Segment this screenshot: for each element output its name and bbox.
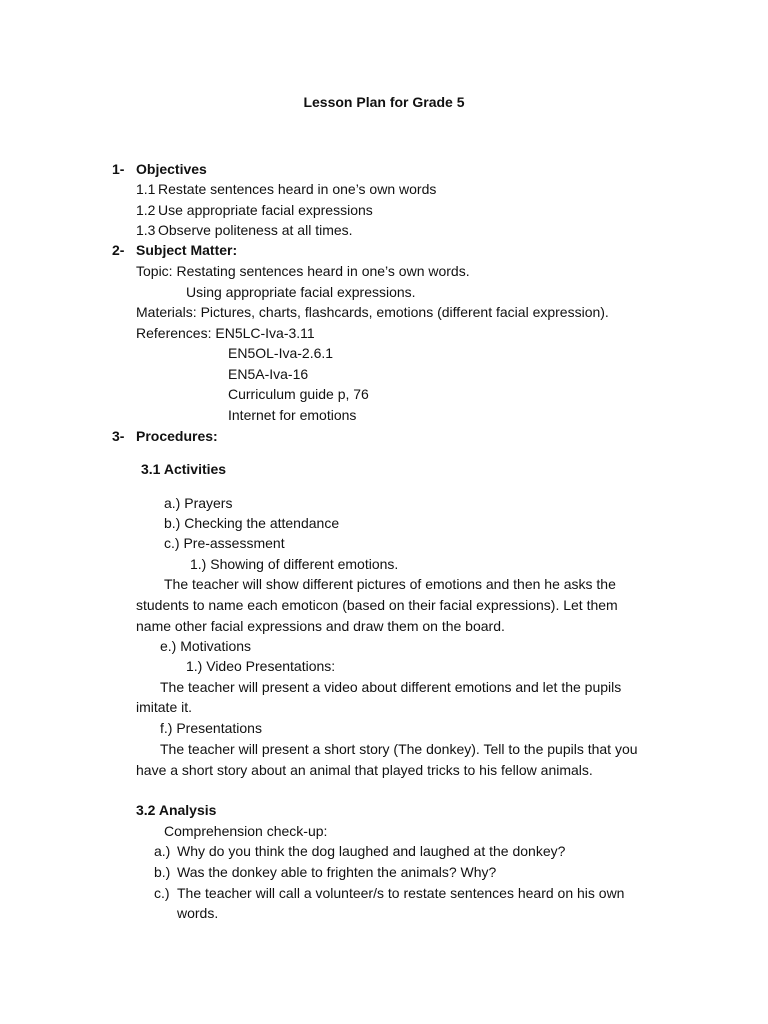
comprehension-label: Comprehension check-up: [164, 823, 328, 839]
objective-number: 1.3 [136, 222, 156, 238]
paragraph-line: imitate it. [136, 699, 193, 715]
question-text: Was the donkey able to frighten the animals? Why? [177, 864, 497, 880]
objectives-number: 1- [112, 161, 125, 177]
reference-item: Curriculum guide p, 76 [228, 386, 369, 402]
activity-item: e.) Motivations [160, 638, 252, 654]
paragraph-line: students to name each emoticon (based on their facial expressions). Let them [136, 597, 618, 613]
question-label: a.) [154, 843, 171, 859]
activity-subitem: 1.) Showing of different emotions. [190, 556, 399, 572]
activity-item: a.) Prayers [164, 495, 233, 511]
materials-line: Materials: Pictures, charts, flashcards, emotions (different facial expression). [136, 304, 609, 320]
activity-item: f.) Presentations [160, 720, 262, 736]
subject-matter-number: 2- [112, 242, 125, 258]
objective-item: Restate sentences heard in one’s own words [158, 181, 437, 197]
reference-item: EN5A-Iva-16 [228, 366, 309, 382]
activity-item: c.) Pre-assessment [164, 535, 285, 551]
subject-matter-heading: Subject Matter: [136, 242, 238, 258]
paragraph-line: name other facial expressions and draw them on the board. [136, 618, 505, 634]
activities-heading: 3.1 Activities [141, 461, 227, 477]
document-title: Lesson Plan for Grade 5 [303, 94, 465, 110]
objectives-heading: Objectives [136, 161, 207, 177]
question-text-continued: words. [177, 905, 219, 921]
topic-line: Topic: Restating sentences heard in one’s own words. [136, 263, 470, 279]
objective-number: 1.2 [136, 202, 156, 218]
activity-subitem: 1.) Video Presentations: [186, 658, 336, 674]
activity-item: b.) Checking the attendance [164, 515, 340, 531]
paragraph-line: The teacher will present a video about different emotions and let the pupils [160, 679, 622, 695]
question-label: b.) [154, 864, 171, 880]
reference-item: EN5OL-Iva-2.6.1 [228, 345, 334, 361]
analysis-heading: 3.2 Analysis [136, 802, 217, 818]
paragraph-line: have a short story about an animal that played tricks to his fellow animals. [136, 762, 593, 778]
paragraph-line: The teacher will show different pictures of emotions and then he asks the [164, 576, 616, 592]
paragraph-line: The teacher will present a short story (The donkey). Tell to the pupils that you [160, 741, 638, 757]
procedures-heading: Procedures: [136, 428, 218, 444]
procedures-number: 3- [112, 428, 125, 444]
objective-item: Use appropriate facial expressions [158, 202, 373, 218]
question-text: The teacher will call a volunteer/s to restate sentences heard on his own [177, 885, 625, 901]
references-line: References: EN5LC-Iva-3.11 [136, 325, 315, 341]
question-text: Why do you think the dog laughed and laughed at the donkey? [177, 843, 566, 859]
objective-item: Observe politeness at all times. [158, 222, 353, 238]
topic-line: Using appropriate facial expressions. [186, 284, 416, 300]
objective-number: 1.1 [136, 181, 156, 197]
question-label: c.) [154, 885, 170, 901]
reference-item: Internet for emotions [228, 407, 357, 423]
